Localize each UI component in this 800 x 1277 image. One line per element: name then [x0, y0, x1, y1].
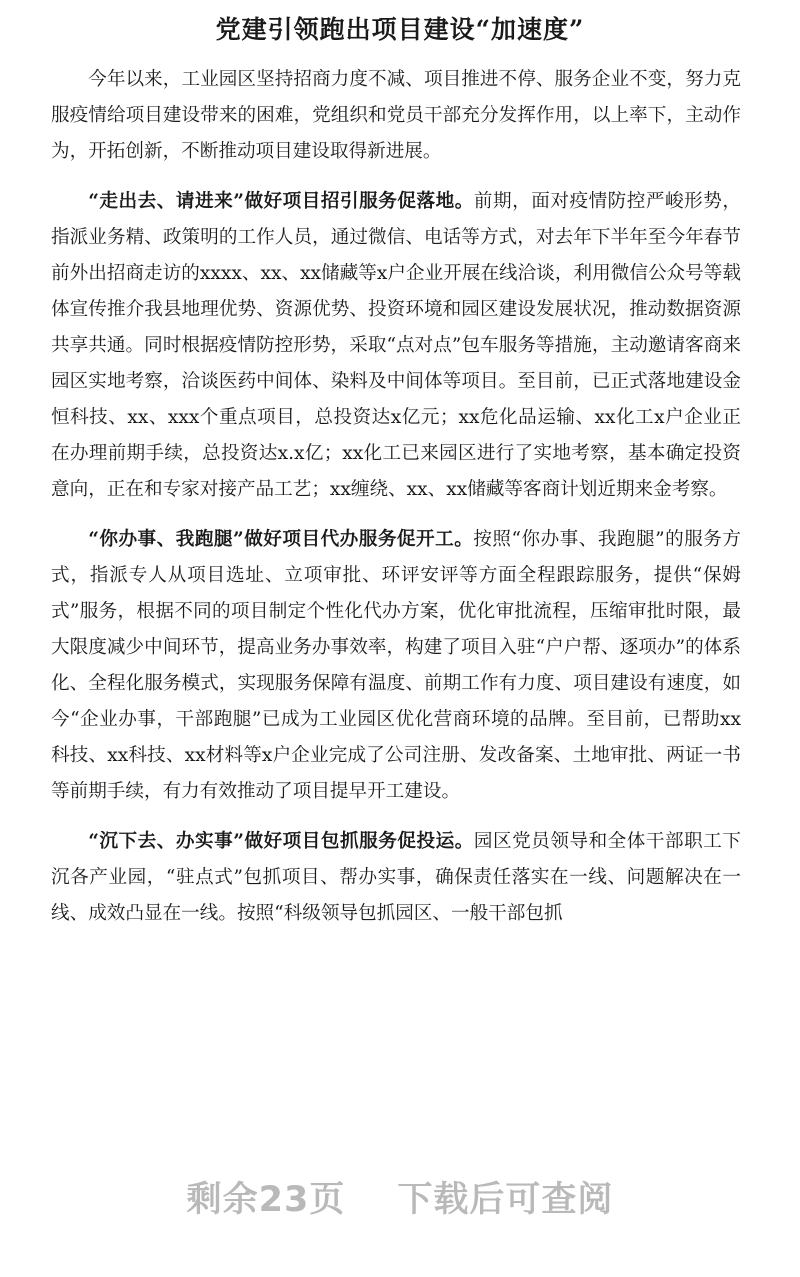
paragraph	[51, 184, 741, 508]
paragraph	[51, 62, 741, 170]
paragraph-text: 今年以来，工业园区坚持招商力度不减、项目推进不停、服务企业不变，努力克服疫情给项目建设带来的困难，党组织和党员干部充分发挥作用，以上率下，主动作为，开拓创新，不断推动项目建设取得新进展。	[51, 69, 741, 162]
remaining-pages-label: 剩余23页	[186, 1180, 346, 1220]
paragraph-lead: “沉下去、办实事”做好项目包抓服务促投运。	[88, 831, 474, 852]
download-hint-label: 下载后可查阅	[397, 1180, 614, 1220]
paragraph-lead: “你办事、我跑腿”做好项目代办服务促开工。	[88, 529, 474, 550]
paragraph	[51, 522, 741, 810]
paragraph	[51, 824, 741, 932]
paragraph-text: 园区党员领导和全体干部职工下沉各产业园，“驻点式”包抓项目、帮办实事，确保责任落实在一线、问题解决在一线、成效凸显在一线。按照“科级领导包抓园区、一般干部包抓	[51, 831, 741, 924]
paragraph-lead: “走出去、请进来”做好项目招引服务促落地。	[88, 191, 474, 212]
download-prompt[interactable]	[0, 1172, 800, 1228]
document-title: 党建引领跑出项目建设“加速度”	[215, 15, 585, 44]
paragraph-text: 前期，面对疫情防控严峻形势，指派业务精、政策明的工作人员，通过微信、电话等方式，对去年下半年至今年春节前外出招商走访的xxxx、xx、xx储藏等x户企业开展在线洽谈，利用微信公众号等载体宣传推介我县地理优势、资源优势、投资环境和园区建设发展状况，推动数据资源共享共通。同时根据疫情防控形势，采取“点对点”包车服务等措施，主动邀请客商来园区实地考察，洽谈医药中间体、染料及中间体等项目。至目前，已正式落地建设金恒科技、xx、xxx个重点项目，总投资达x亿元；xx危化品运输、xx化工x户企业正在办理前期手续，总投资达x.x亿；xx化工已来园区进行了实地考察，基本确定投资意向，正在和专家对接产品工艺；xx缠绕、xx、xx储藏等客商计划近期来金考察。	[51, 191, 741, 500]
document-body	[51, 62, 741, 946]
paragraph-text: 按照“你办事、我跑腿”的服务方式，指派专人从项目选址、立项审批、环评安评等方面全程跟踪服务，提供“保姆式”服务，根据不同的项目制定个性化代办方案，优化审批流程，压缩审批时限，最大限度减少中间环节，提高业务办事效率，构建了项目入驻“户户帮、逐项办”的体系化、全程化服务模式，实现服务保障有温度、前期工作有力度、项目建设有速度，如今“企业办事，干部跑腿”已成为工业园区优化营商环境的品牌。至目前，已帮助xx科技、xx科技、xx材料等x户企业完成了公司注册、发改备案、土地审批、两证一书等前期手续，有力有效推动了项目提早开工建设。	[51, 529, 741, 802]
